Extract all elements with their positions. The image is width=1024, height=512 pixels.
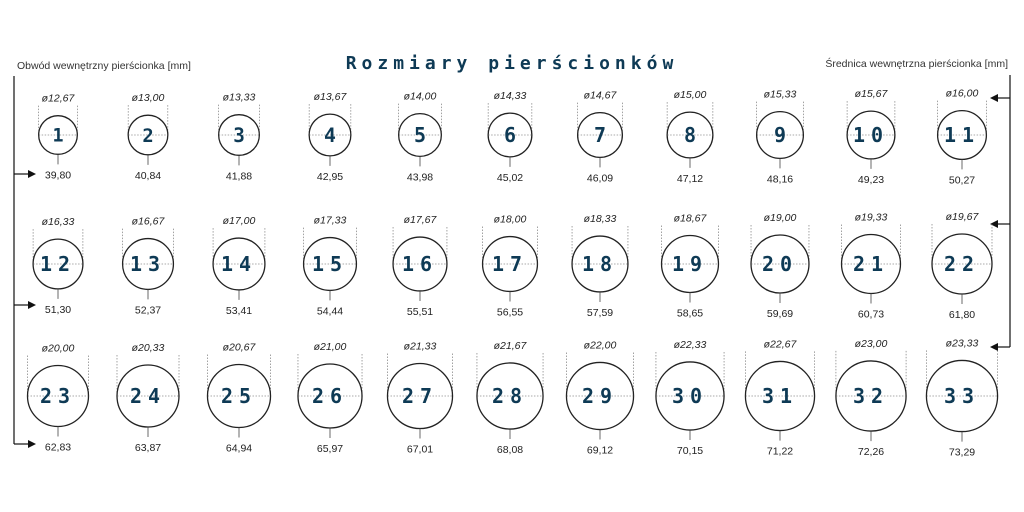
circumference-label: 63,87 [134,442,162,455]
size-number: 11 [943,123,981,148]
ring-size-cell [932,211,992,321]
size-number: 19 [671,252,709,277]
ring-size-cell [566,339,633,456]
ring-size-cell [757,89,804,186]
diameter-label: ø14,33 [493,90,527,103]
circumference-label: 54,44 [316,305,344,318]
size-number: 8 [683,123,697,148]
size-number: 10 [852,123,890,148]
ring-size-cell [483,214,538,319]
diameter-label: ø16,00 [945,87,979,100]
size-number: 4 [324,124,336,148]
circumference-label: 55,51 [406,305,434,318]
circumference-label: 70,15 [676,445,704,458]
size-number: 17 [491,252,529,277]
circumference-label: 48,16 [766,173,794,186]
circumference-label: 39,80 [44,169,72,182]
ring-size-cell [745,338,814,457]
ring-size-cell [128,92,168,182]
circumference-label: 50,27 [948,174,976,187]
circumference-label: 45,02 [496,171,524,184]
size-number: 22 [943,252,981,277]
ring-size-cell [117,342,179,454]
diameter-label: ø22,33 [673,338,707,351]
diameter-label: ø23,33 [945,337,979,350]
diameter-label: ø20,67 [222,341,256,354]
diameter-label: ø22,67 [763,338,797,351]
size-number: 28 [491,384,529,409]
circumference-label: 61,80 [948,308,976,321]
size-number: 23 [39,384,77,409]
diameter-label: ø18,67 [673,212,707,225]
size-number: 13 [129,252,167,277]
size-number: 5 [413,123,427,148]
circumference-label: 43,98 [406,171,434,184]
size-number: 25 [220,384,258,409]
size-number: 31 [761,384,799,409]
circumference-label: 49,23 [857,173,885,186]
size-number: 24 [129,384,167,409]
diameter-label: ø18,00 [493,213,527,226]
diameter-label: ø20,33 [131,341,165,354]
size-number: 14 [220,252,258,277]
ring-size-cell [938,88,987,187]
size-number: 33 [943,384,981,409]
circumference-label: 73,29 [948,446,976,459]
diameter-label: ø15,33 [763,88,797,101]
diameter-label: ø12,67 [41,92,75,105]
ring-size-cell [836,338,906,458]
size-number: 15 [311,252,349,277]
size-number: 21 [852,252,890,277]
size-number: 1 [52,125,64,147]
diameter-label: ø21,67 [493,339,527,352]
diameter-label: ø17,00 [222,215,256,228]
size-number: 26 [311,384,349,409]
diameter-label: ø19,00 [763,212,797,225]
ring-size-cell [33,216,83,316]
ring-size-cell [28,343,89,454]
circumference-arrow-row-3 [14,440,36,448]
circumference-label: 52,37 [134,304,162,317]
ring-size-cell [662,213,719,320]
diameter-arrow-row-3 [990,343,1010,351]
ring-size-cell [656,339,724,457]
ring-size-cell [213,215,265,317]
ring-size-cell [207,341,270,454]
size-number: 29 [581,384,619,409]
diameter-label: ø15,00 [673,89,707,102]
ring-size-cell [304,215,357,318]
size-number: 30 [671,384,709,409]
diameter-label: ø13,67 [313,91,347,104]
circumference-label: 72,26 [857,446,885,459]
diameter-label: ø23,00 [854,337,888,350]
size-number: 2 [142,125,154,147]
circumference-label: 67,01 [406,443,434,456]
circumference-label: 68,08 [496,444,524,457]
circumference-label: 46,09 [586,172,614,185]
circumference-label: 41,88 [225,170,253,183]
diameter-arrow-row-1 [990,94,1010,102]
circumference-label: 71,22 [766,445,794,458]
ring-size-cell [477,340,543,456]
circumference-label: 62,83 [44,441,72,454]
circumference-label: 64,94 [225,442,253,455]
ring-size-cell [572,213,628,319]
diameter-label: ø13,00 [131,92,165,105]
ring-size-cell [393,214,447,318]
circumference-label: 47,12 [676,172,704,185]
circumference-label: 65,97 [316,443,344,456]
circumference-arrow-row-2 [14,301,36,309]
diameter-label: ø19,33 [854,211,888,224]
diameter-label: ø21,33 [403,340,437,353]
diameter-header: Średnica wewnętrzna pierścionka [mm] [825,58,1008,70]
circumference-label: 60,73 [857,308,885,321]
size-number: 6 [503,123,517,148]
diameter-label: ø15,67 [854,88,888,101]
diameter-label: ø18,33 [583,213,617,226]
ring-size-cell [387,340,452,455]
diameter-label: ø16,33 [41,216,75,229]
diameter-label: ø13,33 [222,91,256,104]
size-number: 27 [401,384,439,409]
ring-size-cell [667,89,713,185]
circumference-arrow-row-1 [14,170,36,178]
size-number: 32 [852,384,890,409]
ring-size-cell [578,90,623,185]
circumference-label: 42,95 [316,170,344,183]
diameter-label: ø19,67 [945,211,979,224]
circumference-label: 40,84 [134,169,162,182]
size-number: 7 [593,123,607,148]
ring-size-cell [298,341,362,455]
ring-size-cell [39,93,78,182]
circumference-label: 58,65 [676,307,704,320]
ring-size-cell [751,212,809,320]
diameter-label: ø17,33 [313,214,347,227]
diameter-label: ø16,67 [131,215,165,228]
diameter-arrow-row-2 [990,220,1010,228]
diameter-label: ø20,00 [41,342,75,355]
diameter-label: ø21,00 [313,340,347,353]
size-number: 18 [581,252,619,277]
ring-size-cell [123,216,174,317]
size-number: 20 [761,252,799,277]
ring-size-cell [399,91,442,184]
ring-size-cell [309,91,351,183]
diameter-label: ø22,00 [583,339,617,352]
circumference-label: 59,69 [766,307,794,320]
ring-size-cell [926,337,997,458]
ring-size-cell [488,90,532,184]
circumference-header: Obwód wewnętrzny pierścionka [mm] [17,60,191,72]
page-title: Rozmiary pierścionków [345,53,679,74]
diameter-label: ø14,00 [403,90,437,103]
circumference-label: 56,55 [496,306,524,319]
circumference-label: 57,59 [586,306,614,319]
diameter-label: ø17,67 [403,214,437,227]
ring-size-cell [847,88,895,186]
ring-size-cell [842,212,901,321]
diameter-label: ø14,67 [583,89,617,102]
ring-size-cell [219,92,260,183]
circumference-label: 69,12 [586,444,614,457]
size-number: 12 [39,252,77,277]
circumference-label: 53,41 [225,304,253,317]
circumference-label: 51,30 [44,303,72,316]
size-number: 16 [401,252,439,277]
size-grid [28,88,998,459]
size-number: 9 [773,123,787,148]
size-number: 3 [233,123,245,147]
